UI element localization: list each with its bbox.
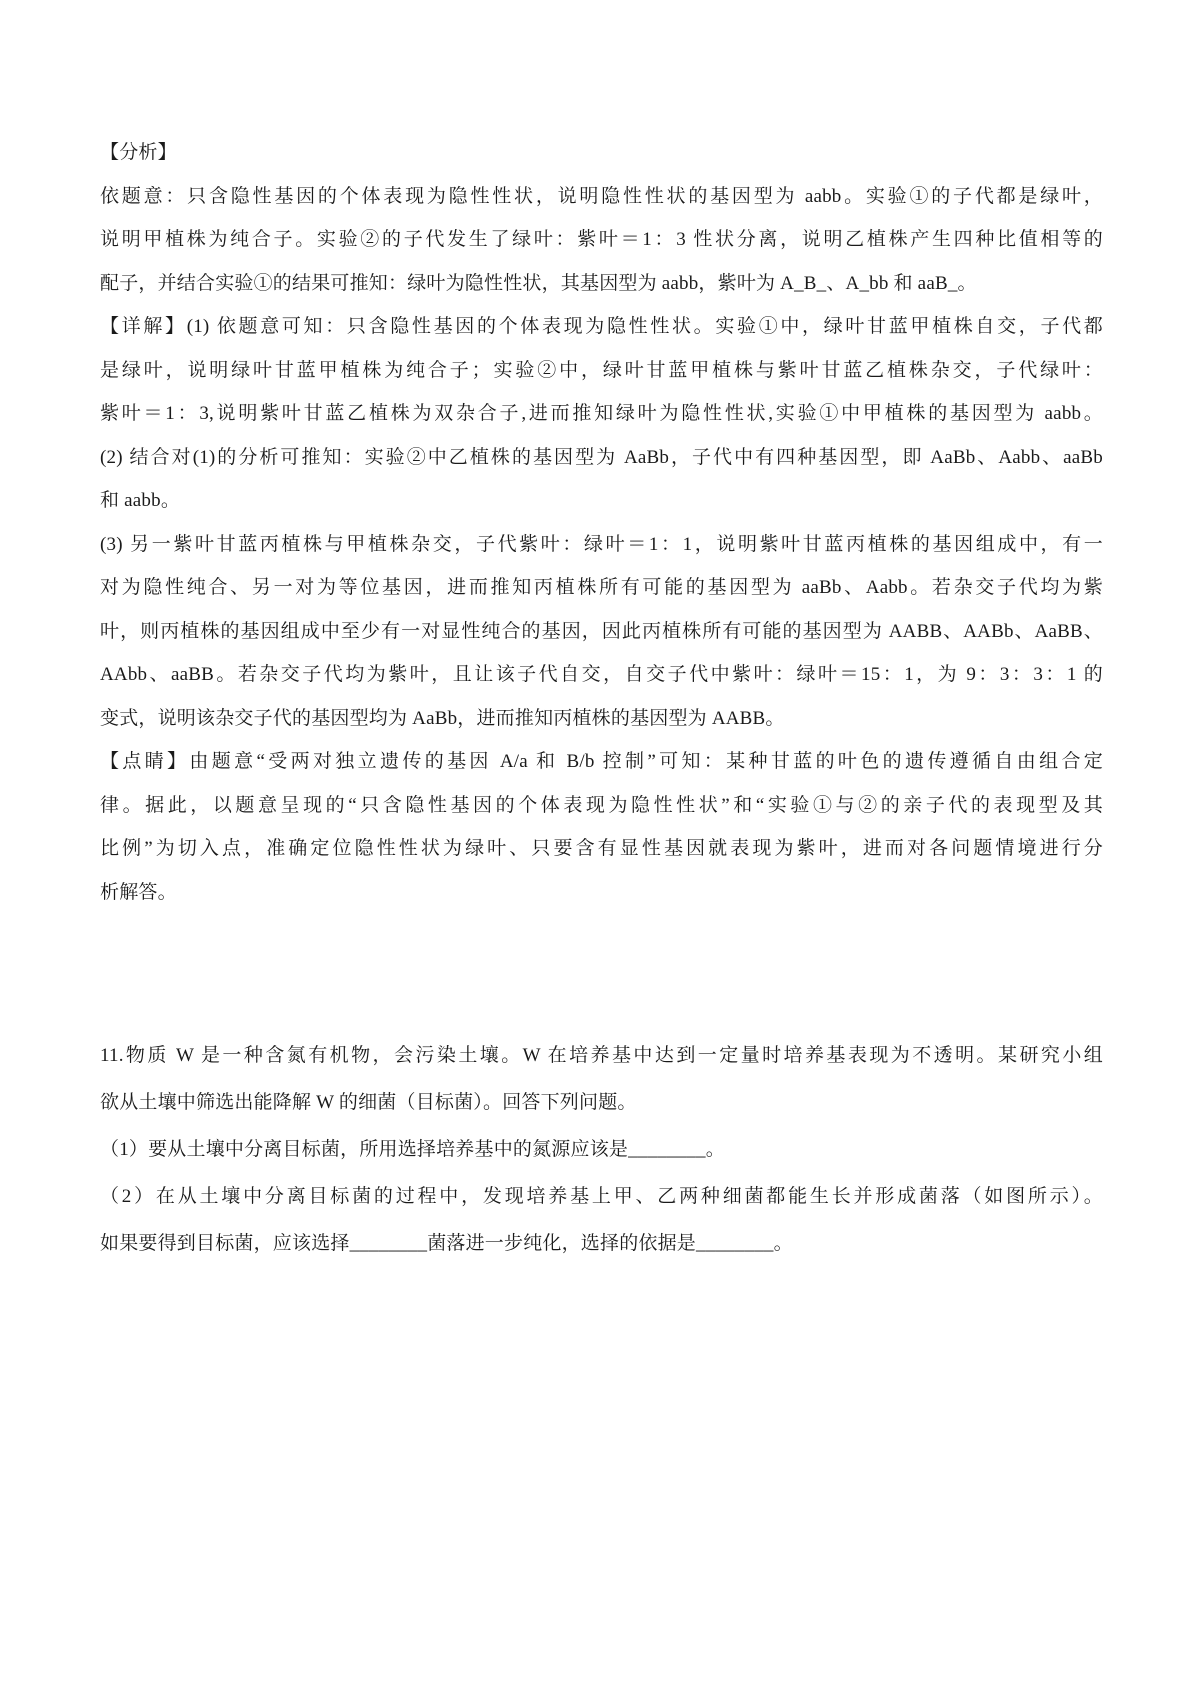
text-line: 律。据此，以题意呈现的“只含隐性基因的个体表现为隐性性状”和“实验①与②的亲子代的表现型及其 <box>100 794 1103 816</box>
question-part-2-continued: 如果要得到目标菌，应该选择________菌落进一步纯化，选择的依据是________。 <box>100 1233 793 1254</box>
text-line: 比例”为切入点，准确定位隐性性状为绿叶、只要含有显性基因就表现为紫叶，进而对各问题情境进行分 <box>100 838 1103 859</box>
text-line: 【详解】(1) 依题意可知：只含隐性基因的个体表现为隐性性状。实验①中，绿叶甘蓝甲植株自交，子代都 <box>100 316 1103 337</box>
question-part-1: （1）要从土壤中分离目标菌，所用选择培养基中的氮源应该是________。 <box>100 1139 725 1160</box>
text-line: 叶，则丙植株的基因组成中至少有一对显性纯合的基因，因此丙植株所有可能的基因型为 AABB、AABb、AaBB、 <box>100 620 1103 642</box>
text-line: 【点睛】由题意“受两对独立遗传的基因 A/a 和 B/b 控制”可知：某种甘蓝的叶色的遗传遵循自由组合定 <box>100 751 1103 772</box>
detail-section <box>100 305 1103 740</box>
text-line: 紫叶＝1：3,说明紫叶甘蓝乙植株为双杂合子,进而推知绿叶为隐性性状,实验①中甲植株的基因型为 aabb。 <box>100 403 1103 424</box>
text-line: 说明甲植株为纯合子。实验②的子代发生了绿叶：紫叶＝1：3 性状分离，说明乙植株产生四种比值相等的 <box>100 229 1103 250</box>
text-line: AAbb、aaBB。若杂交子代均为紫叶，且让该子代自交，自交子代中紫叶：绿叶＝15：1，为 9：3：3：1 的 <box>100 664 1103 685</box>
question-stem-line: 11.物质 W 是一种含氮有机物，会污染土壤。W 在培养基中达到一定量时培养基表现为不透明。某研究小组 <box>100 1045 1103 1066</box>
text-line: 变式，说明该杂交子代的基因型均为 AaBb，进而推知丙植株的基因型为 AABB。 <box>100 707 785 729</box>
analysis-section <box>100 131 1103 305</box>
analysis-heading: 【分析】 <box>100 142 177 163</box>
question-11-section <box>100 1032 1103 1267</box>
text-line: 配子，并结合实验①的结果可推知：绿叶为隐性性状，其基因型为 aabb，紫叶为 A_B_、A_bb 和 aaB_。 <box>100 272 977 294</box>
tips-section <box>100 740 1103 914</box>
text-line: 是绿叶，说明绿叶甘蓝甲植株为纯合子；实验②中，绿叶甘蓝甲植株与紫叶甘蓝乙植株杂交，子代绿叶： <box>100 359 1103 381</box>
text-line: 析解答。 <box>100 881 177 903</box>
question-part-2: （2）在从土壤中分离目标菌的过程中，发现培养基上甲、乙两种细菌都能生长并形成菌落（如图所示）。 <box>100 1186 1103 1207</box>
question-stem-line: 欲从土壤中筛选出能降解 W 的细菌（目标菌）。回答下列问题。 <box>100 1092 637 1113</box>
text-line: (3) 另一紫叶甘蓝丙植株与甲植株杂交，子代紫叶：绿叶＝1：1，说明紫叶甘蓝丙植株的基因组成中，有一 <box>100 533 1103 555</box>
text-line: 和 aabb。 <box>100 490 181 511</box>
text-line: 依题意：只含隐性基因的个体表现为隐性性状，说明隐性性状的基因型为 aabb。实验①的子代都是绿叶， <box>100 185 1103 207</box>
text-line: 对为隐性纯合、另一对为等位基因，进而推知丙植株所有可能的基因型为 aaBb、Aabb。若杂交子代均为紫 <box>100 577 1103 598</box>
section-gap <box>100 914 1103 1032</box>
text-line: (2) 结合对(1)的分析可推知：实验②中乙植株的基因型为 AaBb，子代中有四种基因型，即 AaBb、Aabb、aaBb <box>100 446 1103 468</box>
